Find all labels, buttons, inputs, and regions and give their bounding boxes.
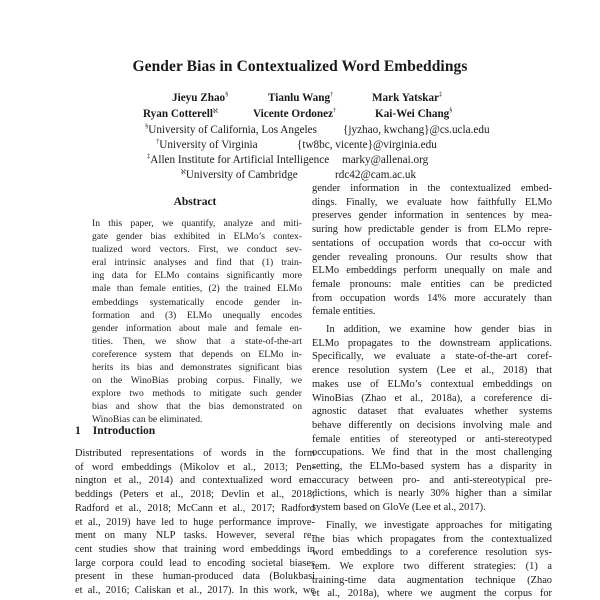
text-line: on the WinoBias probing corpus. Finally, we (92, 375, 302, 387)
text-line: makes use of ELMo’s contextual embeddings on (312, 378, 552, 390)
text-line: Radford et al., 2018; McCann et al., 2017; Radford (75, 502, 315, 514)
text-line: of word embeddings (Mikolov et al., 2013; Pen- (75, 461, 315, 473)
text-line: sentations of occupation words that co-occur with (312, 237, 552, 249)
text-line: tities. Then, we show that a state-of-the-art (92, 335, 302, 347)
text-line: female entities. (312, 306, 376, 318)
text-line: explore two methods to mitigate such gender (92, 388, 302, 400)
text-line: gender information about male and female en- (92, 322, 302, 334)
author: Tianlu Wang† (268, 91, 334, 104)
text-line: Specifically, we evaluate a state-of-the-art coref- (312, 351, 552, 363)
text-line: beddings (Peters et al., 2018; Devlin et al., 2018; (75, 489, 315, 501)
text-line: from occupation words 14% more accurately than (312, 292, 552, 304)
text-line: agnostic dataset that evaluates whether systems (312, 406, 552, 418)
text-line: erence resolution system (Lee et al., 2018) that (312, 365, 552, 377)
affiliation-institution: †University of Virginia (156, 138, 258, 151)
text-line: behave differently on decisions involving male and (312, 419, 552, 431)
text-line: word embeddings to a coreference resolution sys- (312, 547, 552, 559)
text-line: dings. Finally, we evaluate how faithfully ELMo (312, 196, 552, 208)
text-line: female pronouns: male entities can be predicted (312, 278, 552, 290)
abstract-body (92, 217, 302, 427)
text-line: WinoBias can be eliminated. (92, 414, 203, 426)
author: Kai-Wei Chang§ (375, 107, 453, 120)
author: Ryan Cotterell$^ℵ$ (143, 108, 218, 120)
paper-title: Gender Bias in Contextualized Word Embeddings (132, 58, 468, 75)
text-line: ing data for ELMo contains significantly more (92, 270, 302, 282)
text-line: preserves gender information in sentences by mea- (312, 210, 552, 222)
text-line: tualized word vectors. First, we conduct sev- (92, 244, 302, 256)
affiliation-institution: $^ℵ$University of Cambridge (181, 169, 298, 181)
text-line: bias and show that the bias demonstrated on (92, 401, 302, 413)
text-line: herits its bias and demonstrates significant bias (92, 362, 302, 374)
section-heading (75, 425, 155, 437)
text-line: WinoBias (Zhao et al., 2018a), a coreference di- (312, 392, 552, 404)
author: Jieyu Zhao§ (172, 91, 229, 104)
text-line: embeddings systematically encode gender in- (92, 296, 302, 308)
text-line: et al., 2016; Caliskan et al., 2017). In this work, we (75, 585, 315, 597)
abstract-heading: Abstract (173, 196, 217, 208)
affiliation-institution: ‡Allen Institute for Artificial Intelligence (147, 153, 330, 166)
affiliation-email: rdc42@cam.ac.uk (335, 169, 417, 181)
text-line: ELMo propagates to the downstream applications. (312, 337, 552, 349)
text-line: gender information in the contextualized embed- (312, 183, 552, 194)
affiliation-institution: §University of California, Los Angeles (145, 123, 317, 136)
text-line: nington et al., 2014) and contextualized word em- (75, 475, 315, 487)
affiliation-email: {jyzhao, kwchang}@cs.ucla.edu (343, 124, 490, 136)
text-line: female entities of stereotyped or anti-stereotyped (312, 433, 552, 445)
text-line: ELMo embeddings perform unequally on male and (312, 265, 552, 277)
text-line: formation and (3) ELMo unequally encodes (92, 309, 302, 321)
text-line: occupations. We find that in the most challenging (312, 447, 552, 459)
text-line: system based on GloVe (Lee et al., 2017). (312, 502, 486, 514)
text-line: setting, the ELMo-based system has a disparity in (312, 461, 552, 473)
text-line: tem. We explore two different strategies: (1) a (312, 560, 552, 572)
section-number: 1 (75, 425, 81, 437)
text-line: et al., 2019) have led to huge performance improve- (75, 516, 315, 528)
affiliation-email: {tw8bc, vicente}@virginia.edu (297, 139, 437, 151)
text-line: gender revealing pronouns. Our results show that (312, 251, 552, 263)
text-line: ment on many NLP tasks. However, several re- (75, 530, 315, 542)
text-line: large corpora could lead to encoding societal biases (75, 557, 315, 569)
text-line: In this paper, we quantify, analyze and miti- (92, 218, 302, 229)
author: Vicente Ordonez† (253, 107, 337, 120)
right-column-body (312, 182, 552, 600)
text-line: Distributed representations of words in the form (75, 448, 315, 459)
author: Mark Yatskar‡ (372, 91, 443, 104)
text-line: male than female entities, (2) the trained ELMo (92, 283, 302, 295)
text-line: suring how predictable gender is from ELMo repre- (312, 224, 552, 236)
text-line: cent studies show that training word embeddings in (75, 543, 315, 555)
text-line: eral intrinsic analyses and find that (1) train- (92, 257, 302, 269)
text-line: coreference system that depends on ELMo in- (92, 348, 302, 360)
section-title: Introduction (92, 425, 156, 437)
text-line: the bias which propagates from the contextualized (312, 533, 552, 545)
affiliation-email: marky@allenai.org (342, 154, 429, 166)
text-line: gate gender bias exhibited in ELMo’s contex- (92, 231, 302, 243)
text-line: In addition, we examine how gender bias in (326, 324, 552, 336)
text-line: dictions, which is nearly 30% higher than a similar (312, 488, 552, 500)
introduction-body (75, 447, 315, 598)
text-line: Finally, we investigate approaches for mitigating (326, 519, 552, 531)
text-line: training-time data augmentation technique (Zhao (312, 574, 552, 586)
text-line: accuracy between pro- and anti-stereotypical pre- (312, 474, 552, 486)
text-line: present in these human-produced data (Bolukbasi (75, 571, 315, 583)
text-line: et al., 2018a), where we augment the corpus for (312, 588, 552, 600)
